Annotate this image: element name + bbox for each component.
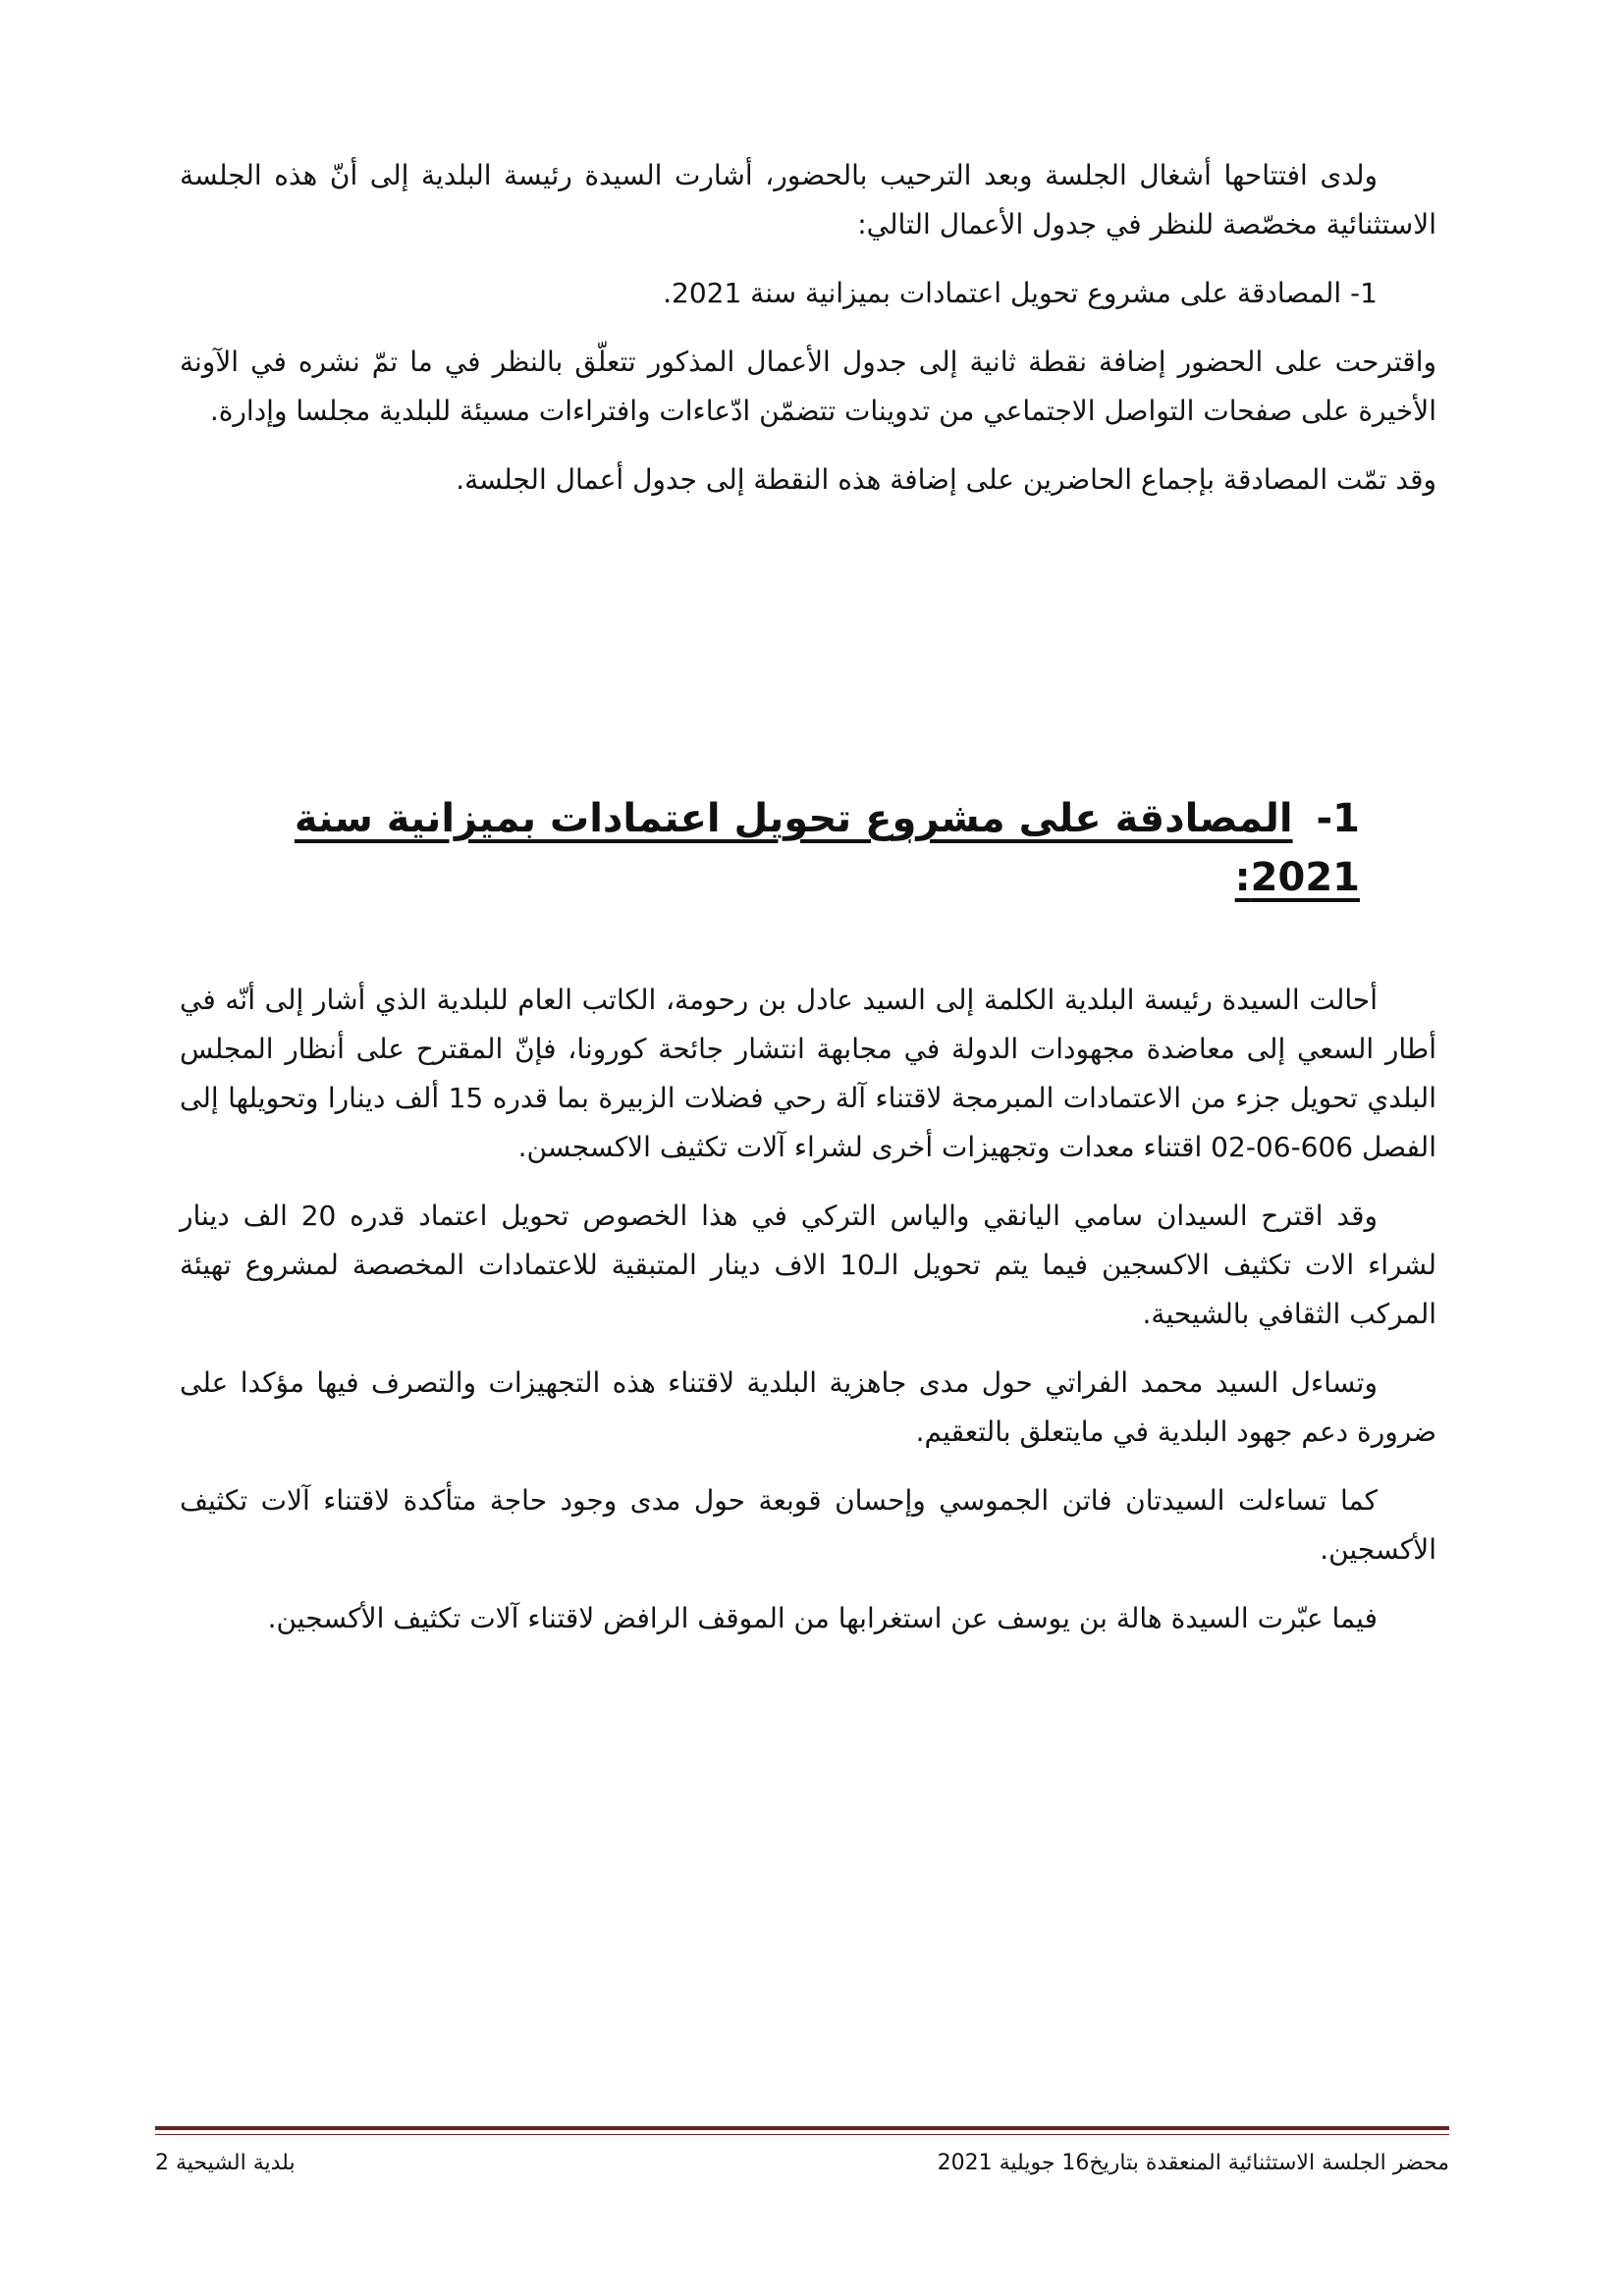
main-paragraph-question-2: كما تساءلت السيدتان فاتن الجموسي وإحسان قوبعة حول مدى وجود حاجة متأكدة لاقتناء آلات تكثيف الأكسجين.: [180, 1484, 1436, 1566]
footer-municipality-page: بلدية الشيحية 2: [155, 2151, 296, 2175]
section-title: المصادقة على مشروع تحويل اعتمادات بميزانية سنة 2021:: [294, 796, 1360, 900]
footer-divider-thick: [155, 2126, 1449, 2130]
section-number: 1-: [1316, 796, 1360, 841]
footer-minutes-title: محضر الجلسة الاستثنائية المنعقدة بتاريخ16 جويلية 2021: [937, 2151, 1449, 2175]
intro-paragraph-approval: وقد تمّت المصادقة بإجماع الحاضرين على إضافة هذه النقطة إلى جدول أعمال الجلسة.: [456, 463, 1436, 496]
page-footer: [155, 2144, 1449, 2183]
section-heading: [280, 789, 1360, 907]
intro-section: [180, 151, 1436, 524]
agenda-item-1: 1- المصادقة على مشروع تحويل اعتمادات بميزانية سنة 2021.: [663, 277, 1378, 309]
intro-paragraph-proposal: واقترحت على الحضور إضافة نقطة ثانية إلى جدول الأعمال المذكور تتعلّق بالنظر في ما تمّ نشره في الآونة الأخيرة على صفحات التواصل الاجتماعي من تدوينات تتضمّن ادّعاءات وافتراءات مسيئة للبلدية مجلسا وإدارة.: [180, 346, 1436, 427]
main-section: [180, 976, 1436, 1663]
main-paragraph-question-1: وتساءل السيد محمد الفراتي حول مدى جاهزية البلدية لاقتناء هذه التجهيزات والتصرف فيها مؤكدا على ضرورة دعم جهود البلدية في مايتعلق بالتعقيم.: [180, 1366, 1436, 1448]
main-paragraph-referral: أحالت السيدة رئيسة البلدية الكلمة إلى السيد عادل بن رحومة، الكاتب العام للبلدية الذي أشار إلى أنّه في أطار السعي إلى معاضدة مجهودات الدولة في مجابهة انتشار جائحة كورونا، فإنّ المقترح على أنظار المجلس البلدي تحويل جزء من الاعتمادات المبرمجة لاقتناء آلة رحي فضلات الزبيرة بما قدره 15 ألف دينارا وتحويلها إلى الفصل 606-06-02 اقتناء معدات وتجهيزات أخرى لشراء آلات تكثيف الاكسجسن.: [180, 984, 1436, 1163]
main-paragraph-proposal: وقد اقترح السيدان سامي اليانقي والياس التركي في هذا الخصوص تحويل اعتماد قدره 20 الف دينار لشراء الات تكثيف الاكسجين فيما يتم تحويل الـ10 الاف دينار المتبقية للاعتمادات المخصصة لمشروع تهيئة المركب الثقافي بالشيحية.: [180, 1200, 1437, 1330]
main-paragraph-remark: فيما عبّرت السيدة هالة بن يوسف عن استغرابها من الموقف الرافض لاقتناء آلات تكثيف الأكسجين.: [267, 1602, 1378, 1634]
intro-paragraph-opening: ولدى افتتاحها أشغال الجلسة وبعد الترحيب بالحضور، أشارت السيدة رئيسة البلدية إلى أنّ هذه الجلسة الاستثنائية مخصّصة للنظر في جدول الأعمال التالي:: [180, 159, 1436, 240]
footer-divider-thin: [155, 2134, 1449, 2135]
